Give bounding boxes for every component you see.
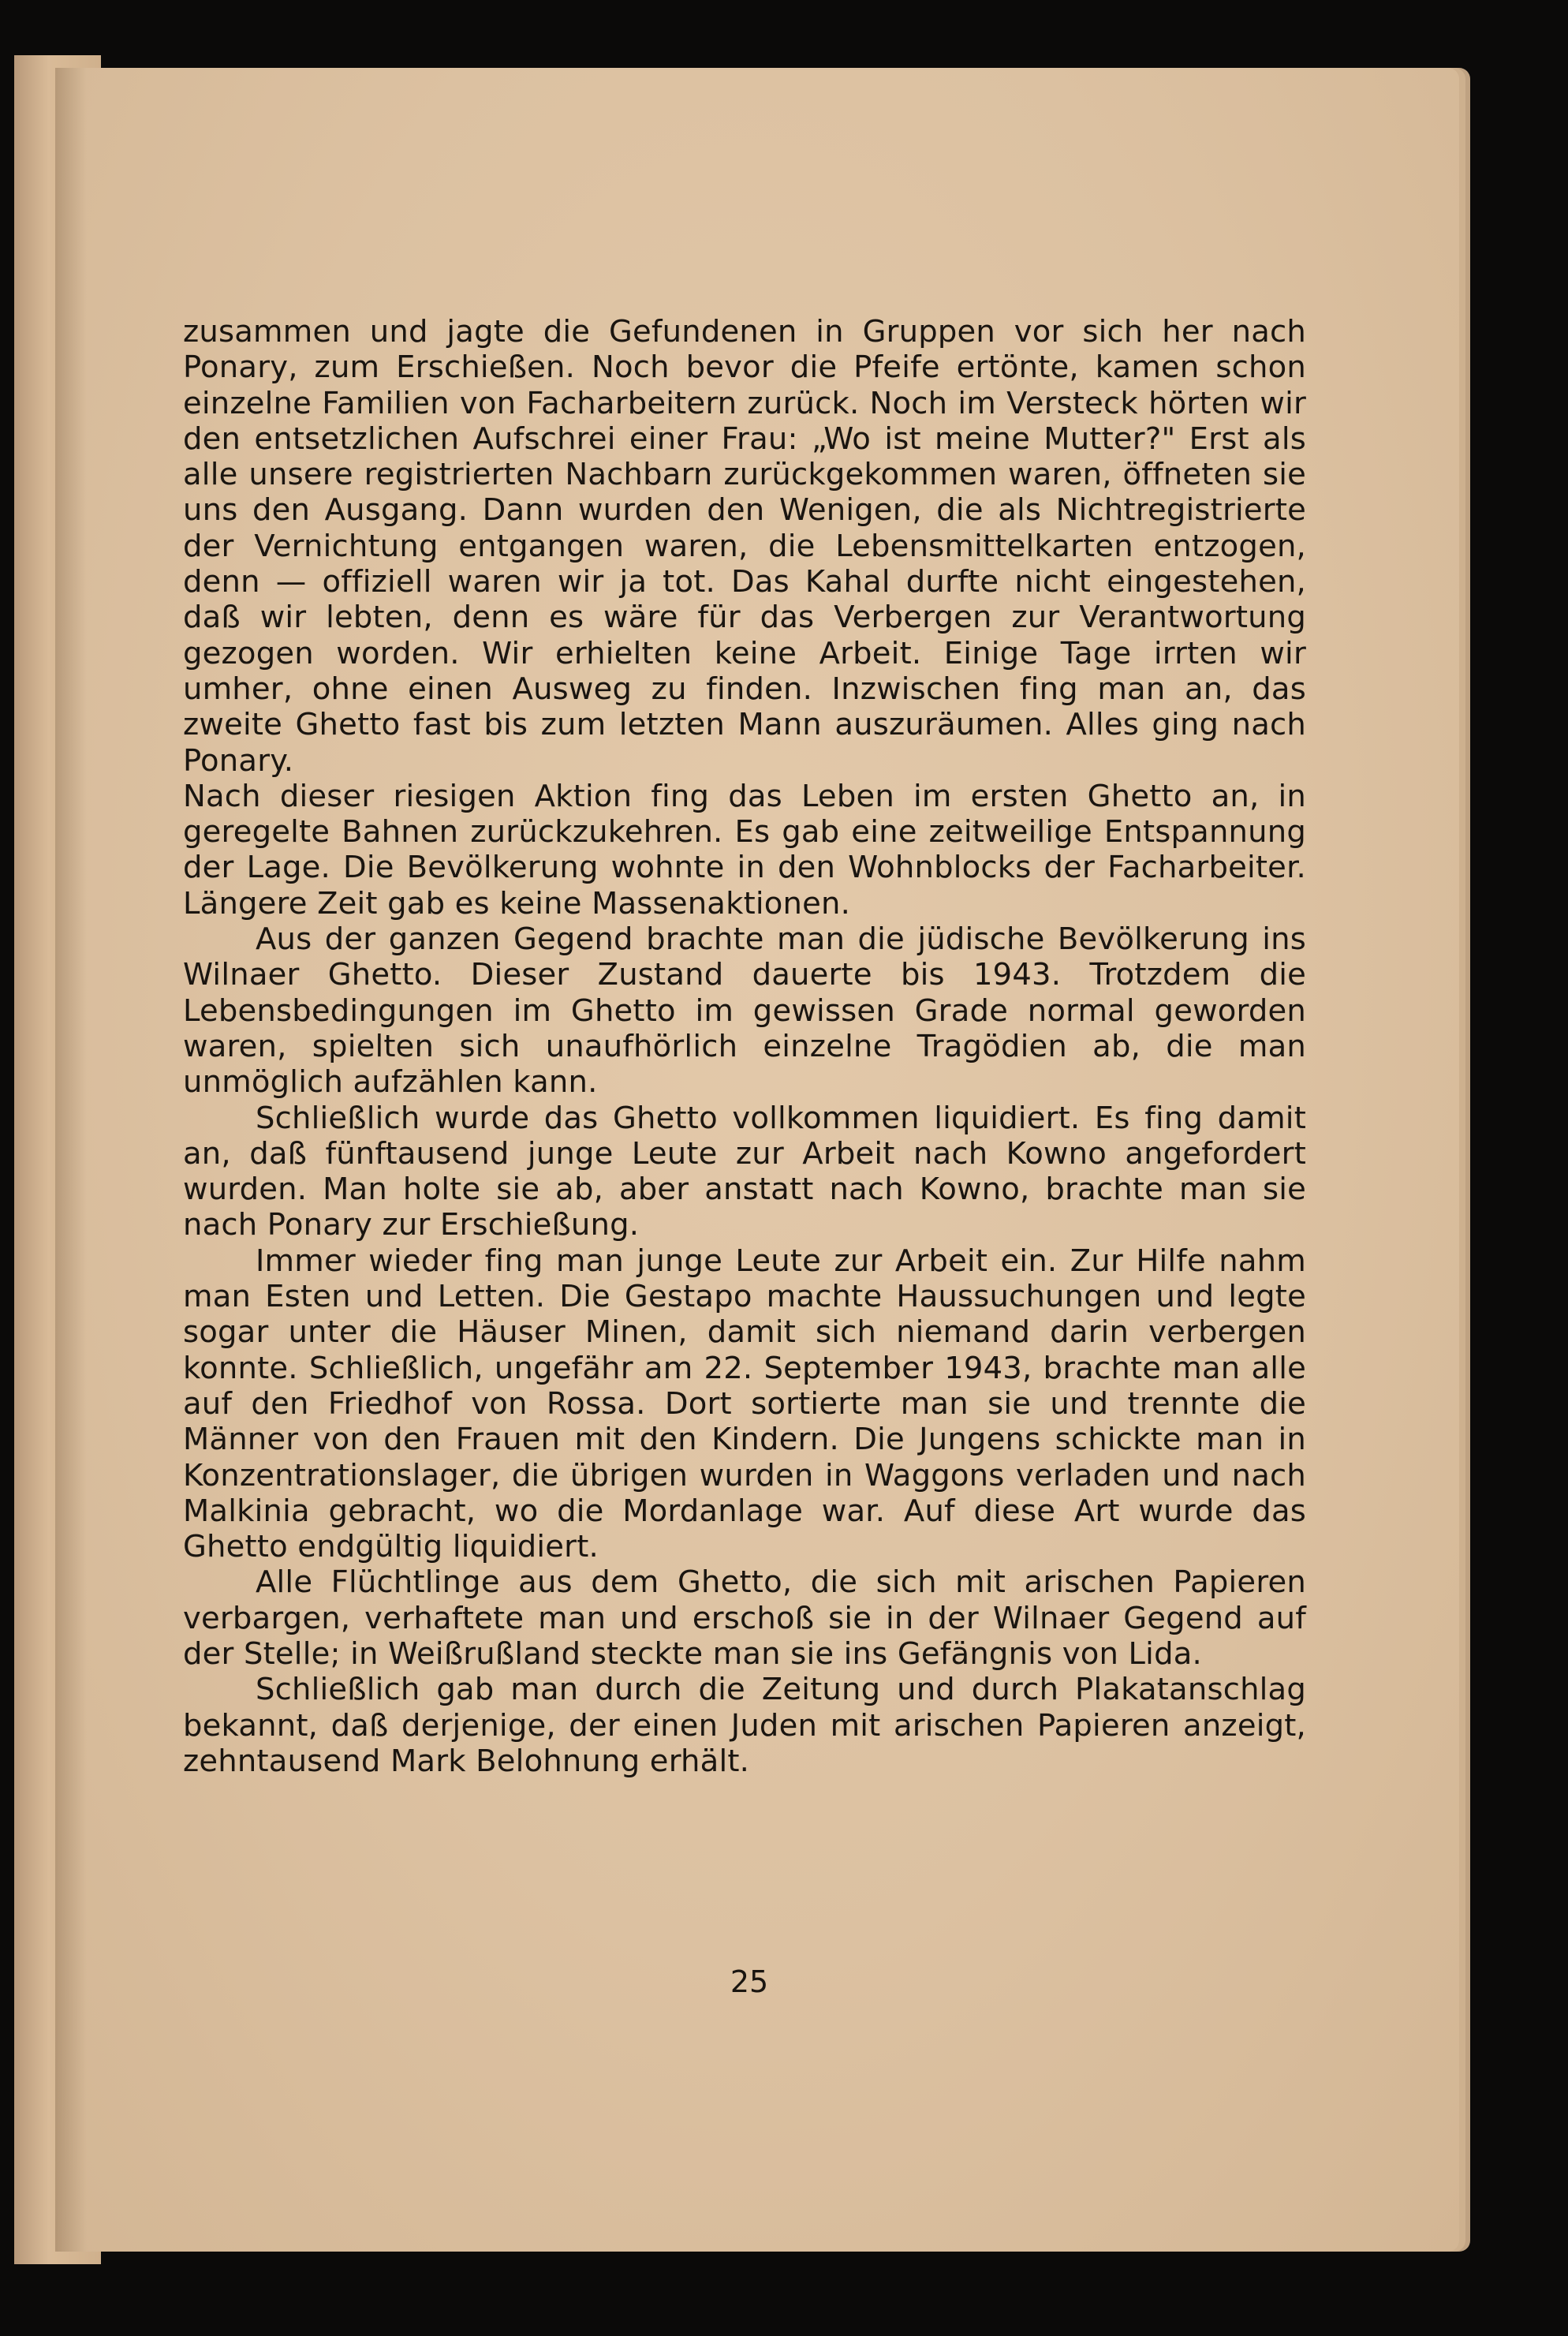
page-gutter-shadow: [55, 68, 87, 2252]
paragraph-5: Immer wieder fing man junge Leute zur Arbeit ein. Zur Hilfe nahm man Esten und Letten. Die Gestapo machte Haussuchungen und legte sogar unter die Häuser Minen, damit sich niemand darin verbergen konnte. Schließlich, ungefähr am 22. September 1943, brachte man alle auf den Friedhof von Rossa. Dort sortierte man sie und trennte die Männer von den Frauen mit den Kindern. Die Jungens schickte man in Konzentrationslager, die übrigen wurden in Waggons verladen und nach Malkinia gebracht, wo die Mordanlage war. Auf diese Art wurde das Ghetto endgültig liquidiert.: [183, 1243, 1306, 1565]
body-text: [183, 314, 1306, 1779]
paragraph-7: Schließlich gab man durch die Zeitung und durch Plakatanschlag bekannt, daß derjenige, der einen Juden mit arischen Papieren anzeigt, zehntausend Mark Belohnung erhält.: [183, 1672, 1306, 1779]
page-number: 25: [730, 1964, 769, 1999]
paragraph-6: Alle Flüchtlinge aus dem Ghetto, die sich mit arischen Papieren verbargen, verhaftete man und erschoß sie in der Wilnaer Gegend auf der Stelle; in Weißrußland steckte man sie ins Gefängnis von Lida.: [183, 1564, 1306, 1672]
paragraph-4: Schließlich wurde das Ghetto vollkommen liquidiert. Es fing damit an, daß fünftausend junge Leute zur Arbeit nach Kowno angefordert wurden. Man holte sie ab, aber anstatt nach Kowno, brachte man sie nach Ponary zur Erschießung.: [183, 1100, 1306, 1243]
paragraph-1: zusammen und jagte die Gefundenen in Gruppen vor sich her nach Ponary, zum Erschießen. Noch bevor die Pfeife ertönte, kamen schon einzelne Familien von Facharbeitern zurück. Noch im Versteck hörten wir den entsetzlichen Aufschrei einer Frau: „Wo ist meine Mutter?" Erst als alle unsere registrierten Nachbarn zurückgekommen waren, öffneten sie uns den Ausgang. Dann wurden den Wenigen, die als Nichtregistrierte der Vernichtung entgangen waren, die Lebensmittelkarten entzogen, denn — offiziell waren wir ja tot. Das Kahal durfte nicht eingestehen, daß wir lebten, denn es wäre für das Verbergen zur Verantwortung gezogen worden. Wir erhielten keine Arbeit. Einige Tage irrten wir umher, ohne einen Ausweg zu finden. Inzwischen fing man an, das zweite Ghetto fast bis zum letzten Mann auszuräumen. Alles ging nach Ponary.: [183, 314, 1306, 779]
paragraph-2: Nach dieser riesigen Aktion fing das Leben im ersten Ghetto an, in geregelte Bahnen zurückzukehren. Es gab eine zeitweilige Entspannung der Lage. Die Bevölkerung wohnte in den Wohnblocks der Facharbeiter. Längere Zeit gab es keine Massenaktionen.: [183, 778, 1306, 921]
paragraph-3: Aus der ganzen Gegend brachte man die jüdische Bevölkerung ins Wilnaer Ghetto. Dieser Zustand dauerte bis 1943. Trotzdem die Lebensbedingungen im Ghetto im gewissen Grade normal geworden waren, spielten sich unaufhörlich einzelne Tragödien ab, die man unmöglich aufzählen kann.: [183, 921, 1306, 1101]
